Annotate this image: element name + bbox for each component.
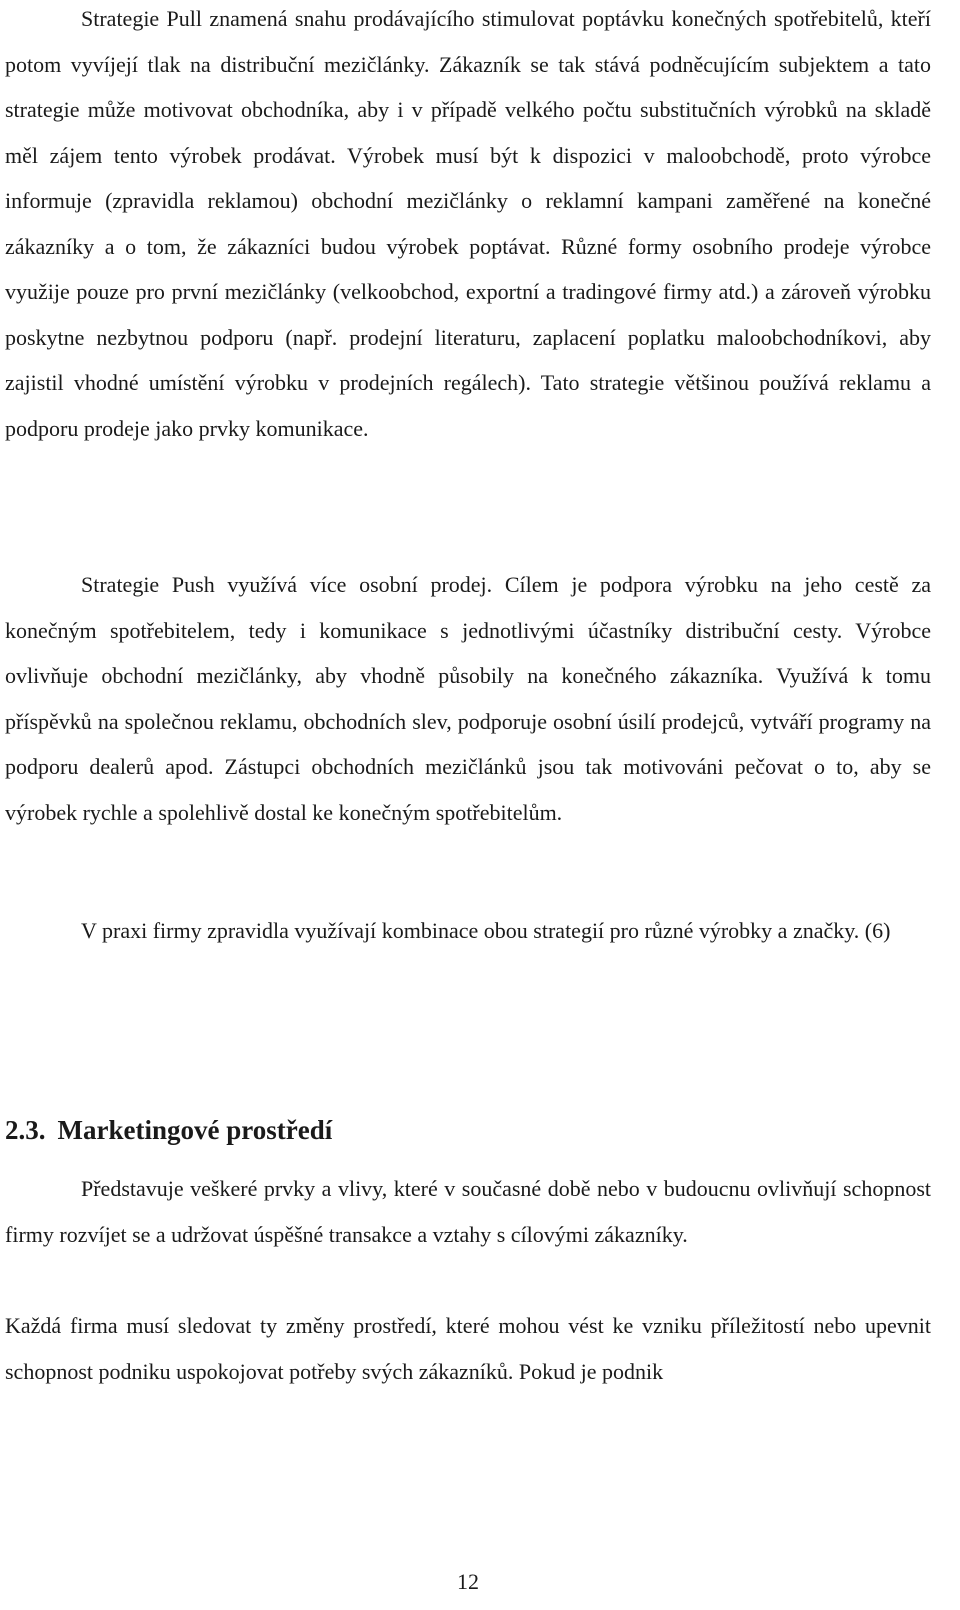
- paragraph-environment-monitoring: Každá firma musí sledovat ty změny prostředí, které mohou vést ke vzniku příležitostí nebo upevnit schopnost podniku uspokojovat potřeby svých zákazníků. Pokud je podnik: [5, 1313, 931, 1384]
- paragraph-push-strategy: Strategie Push využívá více osobní prodej. Cílem je podpora výrobku na jeho cestě za konečným spotřebitelem, tedy i komunikace s jednotlivými účastníky distribuční cesty. Výrobce ovlivňuje obchodní mezičlánky, aby vhodně působily na konečného zákazníka. Využívá k tomu příspěvků na společnou reklamu, obchodních slev, podporuje osobní úsilí prodejců, vytváří programy na podporu dealerů apod. Zástupci obchodních mezičlánků jsou tak motivováni pečovat o to, aby se výrobek rychle a spolehlivě dostal ke konečným spotřebitelům.: [5, 572, 931, 825]
- paragraph-pull-strategy: Strategie Pull znamená snahu prodávajícího stimulovat poptávku konečných spotřebitelů, kteří potom vyvíjejí tlak na distribuční mezičlánky. Zákazník se tak stává podněcujícím subjektem a tato strategie může motivovat obchodníka, aby i v případě velkého počtu substitučních výrobků na skladě měl zájem tento výrobek prodávat. Výrobek musí být k dispozici v maloobchodě, proto výrobce informuje (zpravidla reklamou) obchodní mezičlánky o reklamní kampani zaměřené na konečné zákazníky a o tom, že zákazníci budou výrobek poptávat. Různé formy osobního prodeje výrobce využije pouze pro první mezičlánky (velkoobchod, exportní a tradingové firmy atd.) a zároveň výrobku poskytne nezbytnou podporu (např. prodejní literaturu, zaplacení poplatku maloobchodníkovi, aby zajistil vhodné umístění výrobku v prodejních regálech). Tato strategie většinou používá reklamu a podporu prodeje jako prvky komunikace.: [5, 6, 931, 441]
- paragraph-practice: V praxi firmy zpravidla využívají kombinace obou strategií pro různé výrobky a značky. (6): [81, 918, 891, 943]
- section-title: Marketingové prostředí: [57, 1115, 333, 1145]
- paragraph-environment-intro: Představuje veškeré prvky a vlivy, které v současné době nebo v budoucnu ovlivňují schopnost firmy rozvíjet se a udržovat úspěšné transakce a vztahy s cílovými zákazníky.: [5, 1176, 931, 1247]
- section-heading: [5, 1110, 332, 1150]
- section-number: 2.3.: [5, 1115, 46, 1145]
- page-number: 12: [457, 1569, 479, 1594]
